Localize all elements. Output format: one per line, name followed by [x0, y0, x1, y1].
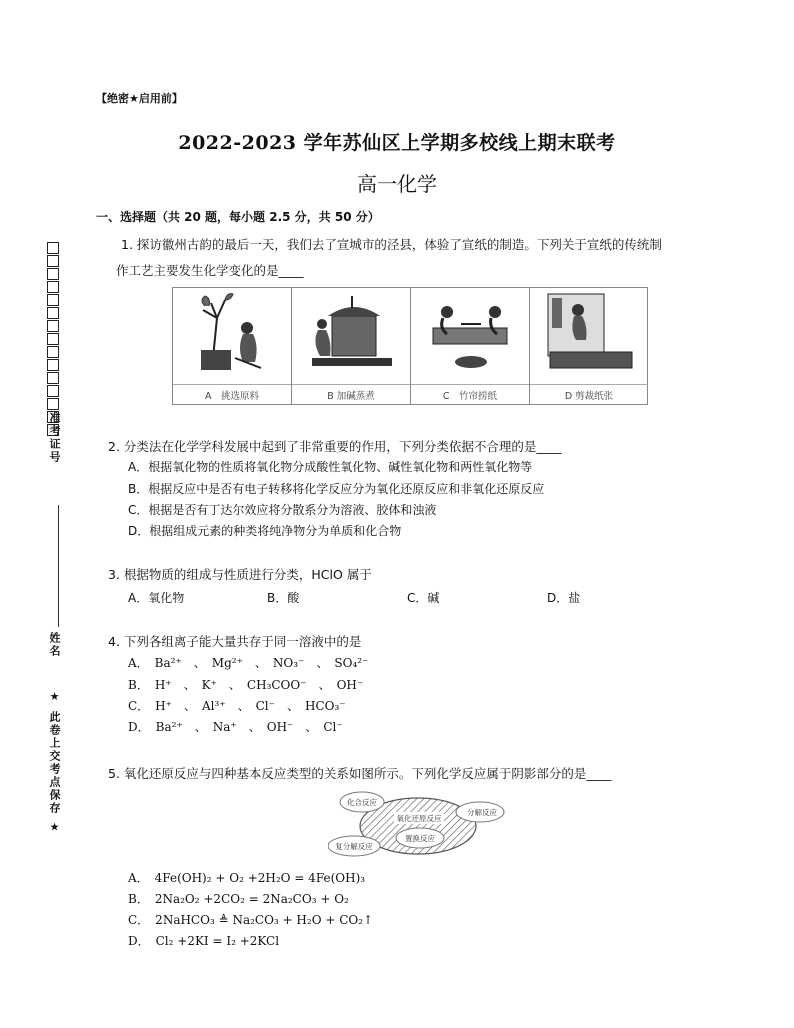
- q4-option-b: B． H⁺ 、 K⁺ 、 CH₃COO⁻ 、 OH⁻: [128, 678, 364, 692]
- q2-option-d: D．根据组成元素的种类将纯净物分为单质和化合物: [128, 524, 402, 538]
- q1-option-a: [173, 288, 292, 404]
- q1-option-c: [411, 288, 530, 404]
- decomposition-label: 分解反应: [467, 808, 497, 817]
- q1-stem-line2: 作工艺主要发生化学变化的是____: [116, 263, 304, 278]
- exam-subject: 高一化学: [357, 172, 437, 196]
- q5-option-d: D． Cl₂ +2KI = I₂ +2KCl: [128, 934, 280, 948]
- harvest-illustration: [173, 288, 291, 380]
- displacement-label: 置换反应: [405, 834, 435, 843]
- papermaking-illustration: [411, 288, 529, 380]
- redox-label: 氧化还原反应: [396, 814, 442, 823]
- exam-id-label: 准考证号: [48, 412, 61, 464]
- q3-option-d: D．盐: [547, 591, 581, 605]
- q1-option-d: [530, 288, 648, 404]
- q2-option-a: A．根据氧化物的性质将氧化物分成酸性氧化物、碱性氧化物和两性氧化物等: [128, 460, 533, 474]
- q3-option-a: A．氧化物: [128, 591, 185, 605]
- margin-notice: ★ 此卷上交考点保存 ★: [48, 690, 61, 836]
- q1-caption-d: D 剪裁纸张: [564, 391, 614, 402]
- q5-option-b: B． 2Na₂O₂ +2CO₂ = 2Na₂CO₃ + O₂: [128, 892, 349, 906]
- cutting-illustration: [530, 288, 648, 380]
- double-decomp-label: 复分解反应: [335, 842, 373, 851]
- q2-stem: 2. 分类法在化学学科发展中起到了非常重要的作用，下列分类依据不合理的是____: [108, 439, 562, 454]
- section-heading: 一、选择题（共 20 题，每小题 2.5 分，共 50 分）: [96, 210, 380, 224]
- exam-id-boxes: [47, 242, 59, 437]
- q3-stem: 3. 根据物质的组成与性质进行分类，HClO 属于: [108, 567, 372, 582]
- q1-caption-a: A 挑选原料: [205, 391, 259, 402]
- confidential-label: 【绝密★启用前】: [96, 92, 183, 105]
- q1-caption-c: C 竹帘捞纸: [442, 391, 498, 402]
- q4-option-a: A． Ba²⁺ 、 Mg²⁺ 、 NO₃⁻ 、 SO₄²⁻: [128, 656, 369, 670]
- q3-option-c: C．碱: [407, 591, 440, 605]
- q4-stem: 4. 下列各组离子能大量共存于同一溶液中的是: [108, 634, 362, 649]
- q5-option-a: A． 4Fe(OH)₂ + O₂ +2H₂O = 4Fe(OH)₃: [128, 871, 366, 885]
- name-underline: [58, 505, 59, 627]
- combination-label: 化合反应: [347, 798, 377, 807]
- q3-option-b: B．酸: [267, 591, 300, 605]
- q4-option-c: C． H⁺ 、 Al³⁺ 、 Cl⁻ 、 HCO₃⁻: [128, 699, 346, 713]
- q1-image-table: [172, 287, 648, 405]
- q2-option-c: C．根据是否有丁达尔效应将分散系分为溶液、胶体和浊液: [128, 503, 437, 517]
- q1-option-b: [292, 288, 411, 404]
- q2-option-b: B．根据反应中是否有电子转移将化学反应分为氧化还原反应和非氧化还原反应: [128, 482, 545, 496]
- boiling-illustration: [292, 288, 410, 380]
- q1-stem-line1: 1. 探访徽州古韵的最后一天，我们去了宣城市的泾县，体验了宣纸的制造。下列关于宣纸的传统制: [121, 237, 662, 252]
- name-label: 姓名: [48, 632, 61, 658]
- q5-stem: 5. 氧化还原反应与四种基本反应类型的关系如图所示。下列化学反应属于阴影部分的是____: [108, 766, 612, 781]
- q5-venn-diagram: [328, 788, 528, 860]
- q4-option-d: D． Ba²⁺ 、 Na⁺ 、 OH⁻ 、 Cl⁻: [128, 720, 343, 734]
- exam-title: 2022-2023 学年苏仙区上学期多校线上期末联考: [178, 132, 616, 154]
- q5-option-c: C． 2NaHCO₃ ≜ Na₂CO₃ + H₂O + CO₂↑: [128, 913, 374, 927]
- q1-caption-b: B 加碱蒸煮: [327, 391, 375, 402]
